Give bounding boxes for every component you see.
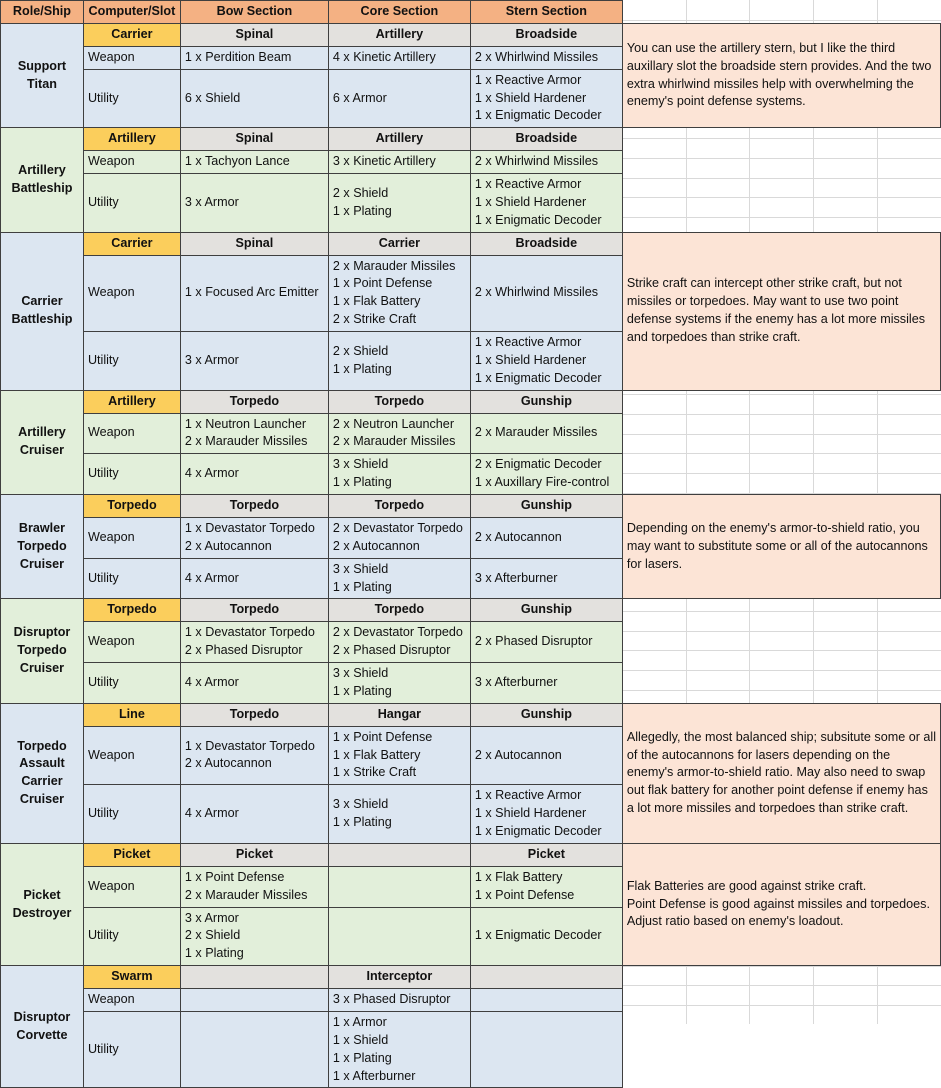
- item-line: 2 x Shield: [332, 185, 389, 200]
- item-line: 6 x Armor: [332, 90, 387, 105]
- item-line: 2 x Autocannon: [184, 756, 272, 771]
- stern-section-type-torpedo-assault-carrier-cruiser: Gunship: [470, 703, 622, 726]
- weapon-stern-artillery-cruiser: [470, 413, 622, 454]
- ship-note-support-titan: [622, 23, 940, 127]
- item-line: 4 x Armor: [184, 806, 239, 821]
- item-line: 1 x Shield: [332, 1032, 389, 1047]
- column-header-4: Stern Section: [470, 1, 622, 24]
- item-line: 1 x Enigmatic Decoder: [474, 928, 602, 943]
- column-header-0: Role/Ship: [1, 1, 84, 24]
- stern-section-type-disruptor-torpedo-cruiser: Gunship: [470, 599, 622, 622]
- item-line: 1 x Plating: [184, 946, 244, 961]
- item-line: 1 x Neutron Launcher: [184, 416, 307, 431]
- item-line: 3 x Shield: [332, 561, 389, 576]
- bow-section-type-carrier-battleship: Spinal: [180, 232, 328, 255]
- note-empty-disruptor-corvette: [622, 966, 940, 1088]
- item-line: 2 x Phased Disruptor: [474, 634, 593, 649]
- item-line: 2 x Marauder Missiles: [474, 425, 598, 440]
- stern-section-type-picket-destroyer: Picket: [470, 843, 622, 866]
- stern-section-type-artillery-cruiser: Gunship: [470, 390, 622, 413]
- item-line: 1 x Plating: [332, 1050, 392, 1065]
- item-line: 3 x Afterburner: [474, 570, 558, 585]
- ship-note-carrier-battleship: [622, 232, 940, 390]
- item-line: 2 x Whirlwind Missiles: [474, 285, 599, 300]
- bow-section-type-disruptor-torpedo-cruiser: Torpedo: [180, 599, 328, 622]
- computer-type-artillery-cruiser: Artillery: [83, 390, 180, 413]
- note-line: Allegedly, the most balanced ship; subsitute some or all of the autocannons for lasers depending on the enemy's armor-to-shield ratio. May also need to swap out flak battery for another point defense if enemy has a lot more missiles and torpedoes than strike craft.: [626, 729, 937, 816]
- note-line: Depending on the enemy's armor-to-shield ratio, you may want to substitute some or all of the autocannons for lasers.: [626, 520, 928, 571]
- item-line: 2 x Autocannon: [474, 747, 562, 762]
- stern-section-type-brawler-torpedo-cruiser: Gunship: [470, 495, 622, 518]
- ship-role-torpedo-assault-carrier-cruiser: Torpedo Assault Carrier Cruiser: [1, 703, 84, 843]
- item-line: 1 x Enigmatic Decoder: [474, 824, 602, 838]
- column-header-3: Core Section: [328, 1, 470, 24]
- note-line: Adjust ratio based on enemy's loadout.: [626, 914, 844, 929]
- ship-role-artillery-battleship: Artillery Battleship: [1, 128, 84, 232]
- item-line: 4 x Kinetic Artillery: [332, 49, 436, 64]
- note-line: You can use the artillery stern, but I like the third auxillary slot the broadside stern provides. And the two extra whirlwind missiles help with overwhelming the enemy's point defense systems.: [626, 40, 932, 109]
- weapon-bow-brawler-torpedo-cruiser: [180, 517, 328, 558]
- computer-type-carrier-battleship: Carrier: [83, 232, 180, 255]
- weapon-stern-torpedo-assault-carrier-cruiser: [470, 726, 622, 785]
- utility-core-disruptor-torpedo-cruiser: [328, 663, 470, 704]
- item-line: 2 x Phased Disruptor: [332, 643, 451, 658]
- weapon-core-torpedo-assault-carrier-cruiser: [328, 726, 470, 785]
- item-line: 2 x Devastator Torpedo: [332, 625, 463, 640]
- slot-label-utility-support-titan: Utility: [83, 69, 180, 128]
- item-line: 2 x Marauder Missiles: [332, 258, 456, 273]
- weapon-stern-artillery-battleship: [470, 151, 622, 174]
- utility-stern-disruptor-corvette: [470, 1011, 622, 1088]
- core-section-type-support-titan: Artillery: [328, 23, 470, 46]
- item-line: 1 x Flak Battery: [332, 294, 421, 309]
- item-line: 1 x Armor: [332, 1014, 387, 1029]
- ship-note-picket-destroyer: [622, 843, 940, 965]
- utility-stern-disruptor-torpedo-cruiser: [470, 663, 622, 704]
- item-line: 1 x Enigmatic Decoder: [474, 212, 602, 227]
- slot-label-utility-carrier-battleship: Utility: [83, 332, 180, 391]
- item-line: 1 x Point Defense: [474, 887, 575, 902]
- computer-type-disruptor-torpedo-cruiser: Torpedo: [83, 599, 180, 622]
- utility-core-torpedo-assault-carrier-cruiser: [328, 785, 470, 844]
- item-line: 1 x Flak Battery: [332, 747, 421, 762]
- weapon-core-artillery-cruiser: [328, 413, 470, 454]
- utility-stern-artillery-cruiser: [470, 454, 622, 495]
- item-line: 1 x Enigmatic Decoder: [474, 108, 602, 123]
- core-section-type-carrier-battleship: Carrier: [328, 232, 470, 255]
- slot-label-utility-artillery-battleship: Utility: [83, 174, 180, 233]
- item-line: 1 x Devastator Torpedo: [184, 738, 315, 753]
- core-section-type-artillery-battleship: Artillery: [328, 128, 470, 151]
- table-body: [1, 1, 941, 1088]
- item-line: 1 x Perdition Beam: [184, 49, 292, 64]
- weapon-stern-disruptor-corvette: [470, 989, 622, 1012]
- note-line: Strike craft can intercept other strike craft, but not missiles or torpedoes. May want to use two point defense systems if the enemy has a lot more missiles and torpedoes than strike craft.: [626, 276, 926, 344]
- item-line: 2 x Shield: [184, 928, 241, 943]
- weapon-core-brawler-torpedo-cruiser: [328, 517, 470, 558]
- item-line: 1 x Tachyon Lance: [184, 154, 290, 169]
- item-line: 1 x Strike Craft: [332, 765, 417, 780]
- item-line: 1 x Flak Battery: [474, 869, 563, 884]
- bow-section-type-torpedo-assault-carrier-cruiser: Torpedo: [180, 703, 328, 726]
- bow-section-type-support-titan: Spinal: [180, 23, 328, 46]
- item-line: 1 x Plating: [332, 203, 392, 218]
- slot-label-weapon-artillery-battleship: Weapon: [83, 151, 180, 174]
- item-line: 3 x Kinetic Artillery: [332, 154, 436, 169]
- slot-label-utility-brawler-torpedo-cruiser: Utility: [83, 558, 180, 599]
- weapon-bow-disruptor-corvette: [180, 989, 328, 1012]
- item-line: 2 x Neutron Launcher: [332, 416, 455, 431]
- slot-label-utility-picket-destroyer: Utility: [83, 907, 180, 966]
- utility-core-picket-destroyer: [328, 907, 470, 966]
- ship-role-disruptor-torpedo-cruiser: Disruptor Torpedo Cruiser: [1, 599, 84, 703]
- ship-role-carrier-battleship: Carrier Battleship: [1, 232, 84, 390]
- bow-section-type-brawler-torpedo-cruiser: Torpedo: [180, 495, 328, 518]
- stern-section-type-artillery-battleship: Broadside: [470, 128, 622, 151]
- slot-label-weapon-artillery-cruiser: Weapon: [83, 413, 180, 454]
- ship-role-brawler-torpedo-cruiser: Brawler Torpedo Cruiser: [1, 495, 84, 599]
- weapon-bow-disruptor-torpedo-cruiser: [180, 622, 328, 663]
- weapon-stern-picket-destroyer: [470, 866, 622, 907]
- utility-core-artillery-battleship: [328, 174, 470, 233]
- stern-section-type-carrier-battleship: Broadside: [470, 232, 622, 255]
- item-line: 1 x Point Defense: [332, 276, 433, 291]
- item-line: 2 x Whirlwind Missiles: [474, 154, 599, 169]
- utility-bow-brawler-torpedo-cruiser: [180, 558, 328, 599]
- item-line: 2 x Autocannon: [332, 538, 420, 553]
- weapon-bow-torpedo-assault-carrier-cruiser: [180, 726, 328, 785]
- item-line: 2 x Shield: [332, 343, 389, 358]
- item-line: 1 x Enigmatic Decoder: [474, 370, 602, 385]
- note-line: Flak Batteries are good against strike craft.: [626, 878, 867, 893]
- ship-block-header-artillery-battleship: [1, 128, 941, 151]
- notes-column-spacer: [622, 1, 940, 24]
- ship-block-header-brawler-torpedo-cruiser: [1, 495, 941, 518]
- utility-bow-carrier-battleship: [180, 332, 328, 391]
- ship-block-header-picket-destroyer: [1, 843, 941, 866]
- ship-block-header-disruptor-torpedo-cruiser: [1, 599, 941, 622]
- item-line: 6 x Shield: [184, 90, 241, 105]
- table-header-row: [1, 1, 941, 24]
- utility-bow-support-titan: [180, 69, 328, 128]
- ship-role-picket-destroyer: Picket Destroyer: [1, 843, 84, 965]
- item-line: 4 x Armor: [184, 674, 239, 689]
- utility-bow-picket-destroyer: [180, 907, 328, 966]
- item-line: 3 x Armor: [184, 352, 239, 367]
- item-line: 1 x Reactive Armor: [474, 335, 582, 349]
- item-line: 2 x Marauder Missiles: [184, 887, 308, 902]
- item-line: 4 x Armor: [184, 466, 239, 481]
- item-line: 1 x Afterburner: [332, 1068, 416, 1083]
- item-line: 1 x Reactive Armor: [474, 788, 582, 803]
- item-line: 2 x Enigmatic Decoder: [474, 457, 602, 472]
- utility-bow-disruptor-corvette: [180, 1011, 328, 1088]
- utility-stern-artillery-battleship: [470, 174, 622, 233]
- computer-type-brawler-torpedo-cruiser: Torpedo: [83, 495, 180, 518]
- computer-type-artillery-battleship: Artillery: [83, 128, 180, 151]
- slot-label-weapon-torpedo-assault-carrier-cruiser: Weapon: [83, 726, 180, 785]
- item-line: 1 x Point Defense: [332, 729, 433, 744]
- item-line: 1 x Auxillary Fire-control: [474, 475, 610, 490]
- item-line: 1 x Shield Hardener: [474, 90, 587, 105]
- item-line: 1 x Plating: [332, 361, 392, 376]
- slot-label-utility-disruptor-corvette: Utility: [83, 1011, 180, 1088]
- utility-core-support-titan: [328, 69, 470, 128]
- ship-block-header-carrier-battleship: [1, 232, 941, 255]
- note-line: Point Defense is good against missiles and torpedoes.: [626, 896, 930, 911]
- item-line: 1 x Shield Hardener: [474, 806, 587, 821]
- item-line: 2 x Autocannon: [474, 529, 562, 544]
- utility-bow-disruptor-torpedo-cruiser: [180, 663, 328, 704]
- item-line: 2 x Marauder Missiles: [332, 434, 456, 449]
- core-section-type-picket-destroyer: [328, 843, 470, 866]
- computer-type-support-titan: Carrier: [83, 23, 180, 46]
- bow-section-type-artillery-cruiser: Torpedo: [180, 390, 328, 413]
- item-line: 3 x Phased Disruptor: [332, 992, 451, 1006]
- note-empty-artillery-cruiser: [622, 390, 940, 494]
- ship-role-disruptor-corvette: Disruptor Corvette: [1, 966, 84, 1088]
- slot-label-weapon-disruptor-corvette: Weapon: [83, 989, 180, 1012]
- item-line: 3 x Armor: [184, 194, 239, 209]
- column-header-2: Bow Section: [180, 1, 328, 24]
- note-empty-disruptor-torpedo-cruiser: [622, 599, 940, 703]
- computer-type-disruptor-corvette: Swarm: [83, 966, 180, 989]
- core-section-type-torpedo-assault-carrier-cruiser: Hangar: [328, 703, 470, 726]
- ship-block-header-artillery-cruiser: [1, 390, 941, 413]
- weapon-bow-carrier-battleship: [180, 255, 328, 332]
- slot-label-weapon-brawler-torpedo-cruiser: Weapon: [83, 517, 180, 558]
- item-line: 2 x Devastator Torpedo: [332, 520, 463, 535]
- ship-block-header-torpedo-assault-carrier-cruiser: [1, 703, 941, 726]
- ship-role-artillery-cruiser: Artillery Cruiser: [1, 390, 84, 494]
- stern-section-type-disruptor-corvette: [470, 966, 622, 989]
- weapon-core-disruptor-torpedo-cruiser: [328, 622, 470, 663]
- weapon-stern-brawler-torpedo-cruiser: [470, 517, 622, 558]
- ship-note-brawler-torpedo-cruiser: [622, 495, 940, 599]
- weapon-core-picket-destroyer: [328, 866, 470, 907]
- item-line: 2 x Phased Disruptor: [184, 643, 303, 658]
- weapon-bow-picket-destroyer: [180, 866, 328, 907]
- item-line: 1 x Plating: [332, 815, 392, 830]
- utility-stern-support-titan: [470, 69, 622, 128]
- item-line: 1 x Shield Hardener: [474, 194, 587, 209]
- core-section-type-artillery-cruiser: Torpedo: [328, 390, 470, 413]
- stern-section-type-support-titan: Broadside: [470, 23, 622, 46]
- utility-stern-brawler-torpedo-cruiser: [470, 558, 622, 599]
- item-line: 1 x Devastator Torpedo: [184, 520, 315, 535]
- weapon-bow-artillery-cruiser: [180, 413, 328, 454]
- utility-stern-picket-destroyer: [470, 907, 622, 966]
- item-line: 3 x Shield: [332, 666, 389, 680]
- item-line: 3 x Afterburner: [474, 674, 558, 689]
- item-line: 1 x Plating: [332, 579, 392, 594]
- bow-section-type-artillery-battleship: Spinal: [180, 128, 328, 151]
- item-line: 1 x Shield Hardener: [474, 352, 587, 367]
- utility-bow-artillery-battleship: [180, 174, 328, 233]
- utility-stern-carrier-battleship: [470, 332, 622, 391]
- weapon-core-support-titan: [328, 46, 470, 69]
- ship-block-header-disruptor-corvette: [1, 966, 941, 989]
- slot-label-weapon-support-titan: Weapon: [83, 46, 180, 69]
- slot-label-weapon-picket-destroyer: Weapon: [83, 866, 180, 907]
- note-empty-artillery-battleship: [622, 128, 940, 232]
- weapon-stern-carrier-battleship: [470, 255, 622, 332]
- item-line: 1 x Plating: [332, 683, 392, 698]
- utility-core-artillery-cruiser: [328, 454, 470, 495]
- weapon-stern-support-titan: [470, 46, 622, 69]
- weapon-core-carrier-battleship: [328, 255, 470, 332]
- core-section-type-brawler-torpedo-cruiser: Torpedo: [328, 495, 470, 518]
- utility-core-disruptor-corvette: [328, 1011, 470, 1088]
- item-line: 3 x Shield: [332, 457, 389, 472]
- weapon-core-artillery-battleship: [328, 151, 470, 174]
- utility-bow-torpedo-assault-carrier-cruiser: [180, 785, 328, 844]
- item-line: 2 x Autocannon: [184, 538, 272, 553]
- item-line: 2 x Whirlwind Missiles: [474, 49, 599, 64]
- weapon-stern-disruptor-torpedo-cruiser: [470, 622, 622, 663]
- ship-block-header-support-titan: [1, 23, 941, 46]
- column-header-1: Computer/Slot: [83, 1, 180, 24]
- utility-core-carrier-battleship: [328, 332, 470, 391]
- weapon-core-disruptor-corvette: [328, 989, 470, 1012]
- item-line: 1 x Point Defense: [184, 869, 285, 884]
- utility-stern-torpedo-assault-carrier-cruiser: [470, 785, 622, 844]
- core-section-type-disruptor-torpedo-cruiser: Torpedo: [328, 599, 470, 622]
- computer-type-torpedo-assault-carrier-cruiser: Line: [83, 703, 180, 726]
- item-line: 1 x Focused Arc Emitter: [184, 285, 319, 300]
- slot-label-utility-artillery-cruiser: Utility: [83, 454, 180, 495]
- utility-bow-artillery-cruiser: [180, 454, 328, 495]
- item-line: 3 x Armor: [184, 910, 239, 925]
- slot-label-utility-disruptor-torpedo-cruiser: Utility: [83, 663, 180, 704]
- slot-label-utility-torpedo-assault-carrier-cruiser: Utility: [83, 785, 180, 844]
- item-line: 2 x Marauder Missiles: [184, 434, 308, 449]
- weapon-bow-support-titan: [180, 46, 328, 69]
- item-line: 1 x Reactive Armor: [474, 177, 582, 191]
- item-line: 4 x Armor: [184, 570, 239, 585]
- bow-section-type-disruptor-corvette: [180, 966, 328, 989]
- weapon-bow-artillery-battleship: [180, 151, 328, 174]
- item-line: 1 x Plating: [332, 475, 392, 490]
- core-section-type-disruptor-corvette: Interceptor: [328, 966, 470, 989]
- ship-note-torpedo-assault-carrier-cruiser: [622, 703, 940, 843]
- computer-type-picket-destroyer: Picket: [83, 843, 180, 866]
- item-line: 3 x Shield: [332, 797, 389, 812]
- item-line: 1 x Devastator Torpedo: [184, 625, 315, 640]
- slot-label-weapon-carrier-battleship: Weapon: [83, 255, 180, 332]
- ship-role-support-titan: Support Titan: [1, 23, 84, 127]
- slot-label-weapon-disruptor-torpedo-cruiser: Weapon: [83, 622, 180, 663]
- bow-section-type-picket-destroyer: Picket: [180, 843, 328, 866]
- item-line: 2 x Strike Craft: [332, 312, 417, 327]
- utility-core-brawler-torpedo-cruiser: [328, 558, 470, 599]
- item-line: 1 x Reactive Armor: [474, 72, 582, 87]
